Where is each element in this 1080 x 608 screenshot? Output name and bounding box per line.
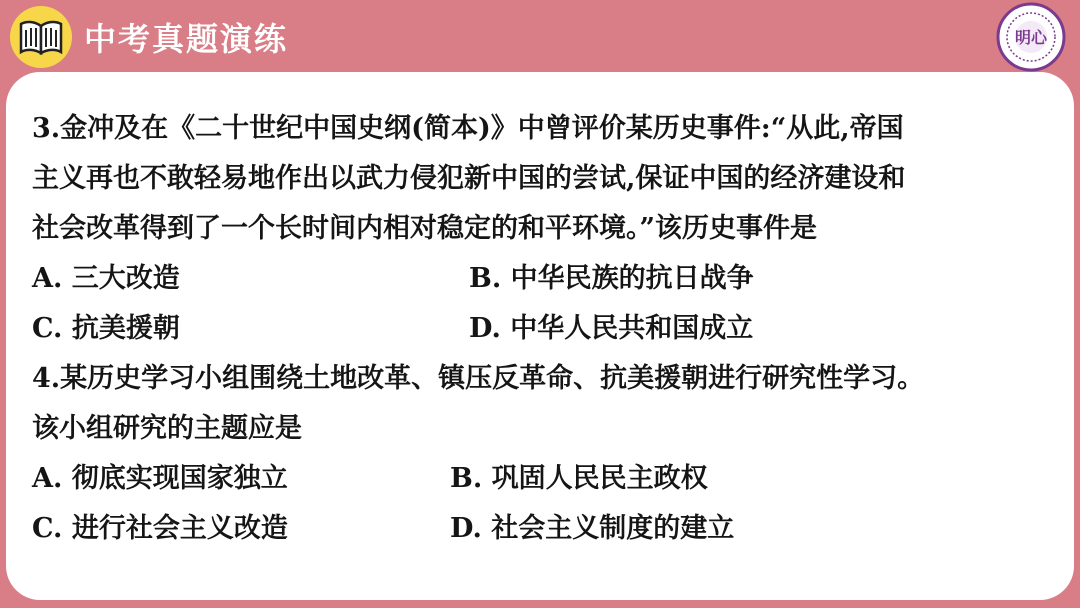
question-3-option-c[interactable]: C. 抗美援朝	[32, 313, 180, 344]
question-3-option-b[interactable]: B. 中华民族的抗日战争	[469, 263, 754, 294]
question-3	[32, 104, 1062, 354]
page-title: 中考真题演练	[84, 20, 289, 58]
school-seal-logo	[996, 2, 1066, 72]
question-3-line-2: 主义再也不敢轻易地作出以武力侵犯新中国的尝试,保证中国的经济建设和	[32, 163, 906, 194]
question-3-option-d[interactable]: D. 中华人民共和国成立	[469, 313, 754, 344]
seal-text: 明心	[1014, 28, 1048, 47]
book-icon	[10, 6, 72, 68]
questions-area	[32, 104, 1062, 554]
question-4-option-a[interactable]: A. 彻底实现国家独立	[32, 463, 288, 494]
question-4-options-row-1	[32, 454, 1062, 504]
header-bar	[0, 0, 1080, 72]
question-4-option-c[interactable]: C. 进行社会主义改造	[32, 513, 288, 544]
question-4	[32, 354, 1062, 554]
question-3-options-row-2	[32, 304, 1062, 354]
question-4-line-1: 4.某历史学习小组围绕土地改革、镇压反革命、抗美援朝进行研究性学习。	[32, 363, 925, 394]
question-3-line-3: 社会改革得到了一个长时间内相对稳定的和平环境。”该历史事件是	[32, 213, 818, 244]
question-4-line-2: 该小组研究的主题应是	[32, 413, 302, 444]
question-4-options-row-2	[32, 504, 1062, 554]
question-3-options-row-1	[32, 254, 1062, 304]
question-4-option-b[interactable]: B. 巩固人民民主政权	[450, 463, 708, 494]
question-3-line-1: 3.金冲及在《二十世纪中国史纲(简本)》中曾评价某历史事件:“从此,帝国	[32, 113, 904, 144]
question-3-option-a[interactable]: A. 三大改造	[32, 263, 180, 294]
question-4-option-d[interactable]: D. 社会主义制度的建立	[450, 513, 735, 544]
